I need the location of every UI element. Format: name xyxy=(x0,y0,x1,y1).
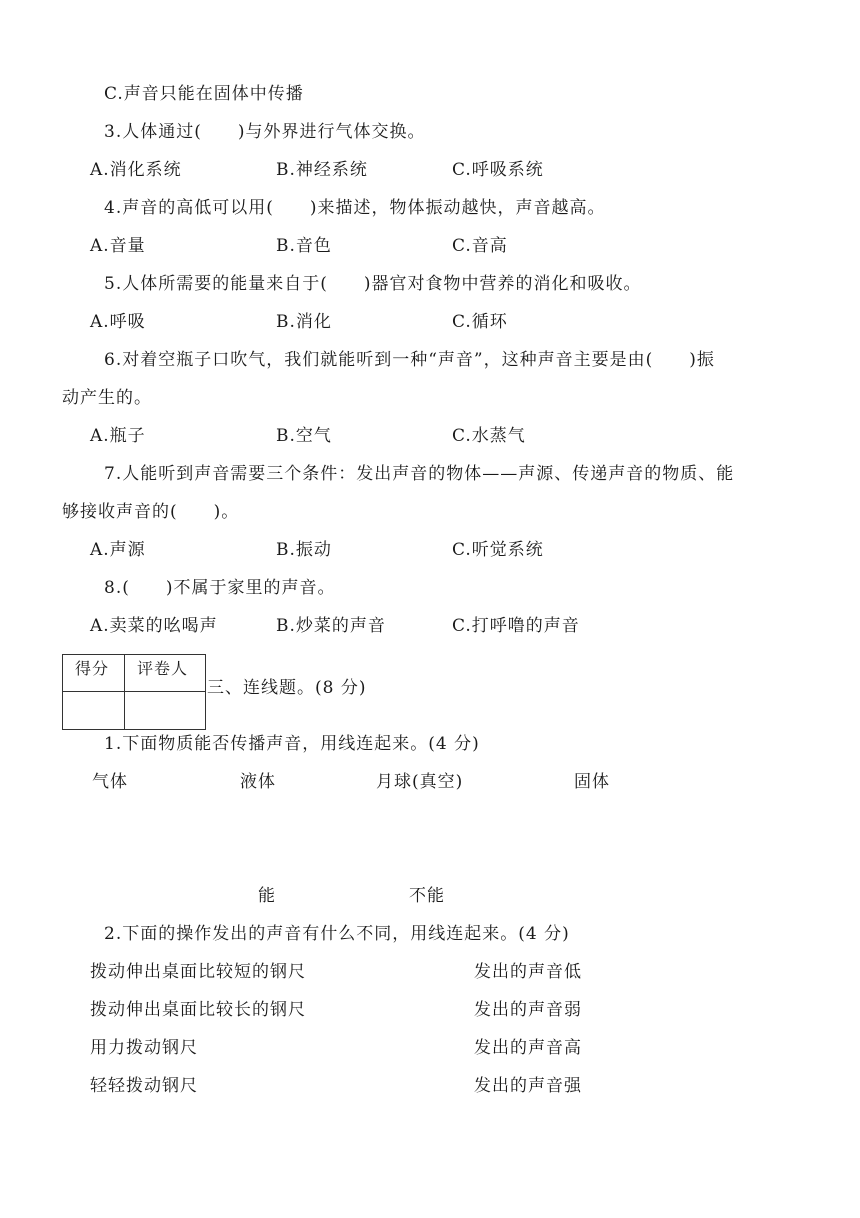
sound-result-item[interactable]: 发出的声音低 xyxy=(474,962,582,982)
question-6-stem-line2: 动产生的。 xyxy=(62,388,152,408)
question-4-stem: 4.声音的高低可以用( )来描述，物体振动越快，声音越高。 xyxy=(104,198,606,218)
answer-can[interactable]: 能 xyxy=(258,886,276,906)
answer-cannot[interactable]: 不能 xyxy=(409,886,445,906)
sound-result-item[interactable]: 发出的声音弱 xyxy=(474,1000,582,1020)
q6-option-b: B.空气 xyxy=(276,426,332,446)
q6-option-a: A.瓶子 xyxy=(90,426,146,446)
q5-option-c: C.循环 xyxy=(452,312,508,332)
section-3-title: 三、连线题。(8 分) xyxy=(207,678,367,698)
score-table xyxy=(62,654,206,730)
q6-option-c: C.水蒸气 xyxy=(452,426,526,446)
question-7-stem-line2: 够接收声音的( )。 xyxy=(62,502,240,522)
score-input-cell[interactable] xyxy=(63,692,124,730)
question-5-stem: 5.人体所需要的能量来自于( )器官对食物中营养的消化和吸收。 xyxy=(104,274,642,294)
q3-option-a: A.消化系统 xyxy=(90,160,182,180)
section-3-q1-stem: 1.下面物质能否传播声音，用线连起来。(4 分) xyxy=(104,734,480,754)
question-3-stem: 3.人体通过( )与外界进行气体交换。 xyxy=(104,122,426,142)
question-7-stem-line1: 7.人能听到声音需要三个条件：发出声音的物体——声源、传递声音的物质、能 xyxy=(104,464,735,484)
material-item[interactable]: 气体 xyxy=(92,772,128,792)
q8-option-b: B.炒菜的声音 xyxy=(276,616,386,636)
operation-item[interactable]: 用力拨动钢尺 xyxy=(90,1038,198,1058)
material-item[interactable]: 液体 xyxy=(240,772,276,792)
material-item[interactable]: 月球(真空) xyxy=(376,772,464,792)
score-label: 得分 xyxy=(75,659,110,678)
question-6-stem-line1: 6.对着空瓶子口吹气，我们就能听到一种“声音”，这种声音主要是由( )振 xyxy=(104,350,715,370)
grader-input-cell[interactable] xyxy=(125,692,206,730)
section-3-q2-stem: 2.下面的操作发出的声音有什么不同，用线连起来。(4 分) xyxy=(104,924,570,944)
operation-item[interactable]: 轻轻拨动钢尺 xyxy=(90,1076,198,1096)
q4-option-c: C.音高 xyxy=(452,236,508,256)
q4-option-b: B.音色 xyxy=(276,236,332,256)
sound-result-item[interactable]: 发出的声音高 xyxy=(474,1038,582,1058)
q2-option-c: C.声音只能在固体中传播 xyxy=(104,84,304,104)
q7-option-c: C.听觉系统 xyxy=(452,540,544,560)
grader-label: 评卷人 xyxy=(137,659,189,678)
question-8-stem: 8.( )不属于家里的声音。 xyxy=(104,578,336,598)
operation-item[interactable]: 拨动伸出桌面比较短的钢尺 xyxy=(90,962,306,982)
q5-option-a: A.呼吸 xyxy=(90,312,146,332)
operation-item[interactable]: 拨动伸出桌面比较长的钢尺 xyxy=(90,1000,306,1020)
q8-option-c: C.打呼噜的声音 xyxy=(452,616,580,636)
q4-option-a: A.音量 xyxy=(90,236,146,256)
sound-result-item[interactable]: 发出的声音强 xyxy=(474,1076,582,1096)
q3-option-c: C.呼吸系统 xyxy=(452,160,544,180)
q8-option-a: A.卖菜的吆喝声 xyxy=(90,616,218,636)
q7-option-b: B.振动 xyxy=(276,540,332,560)
q7-option-a: A.声源 xyxy=(90,540,146,560)
material-item[interactable]: 固体 xyxy=(574,772,610,792)
q5-option-b: B.消化 xyxy=(276,312,332,332)
q3-option-b: B.神经系统 xyxy=(276,160,368,180)
